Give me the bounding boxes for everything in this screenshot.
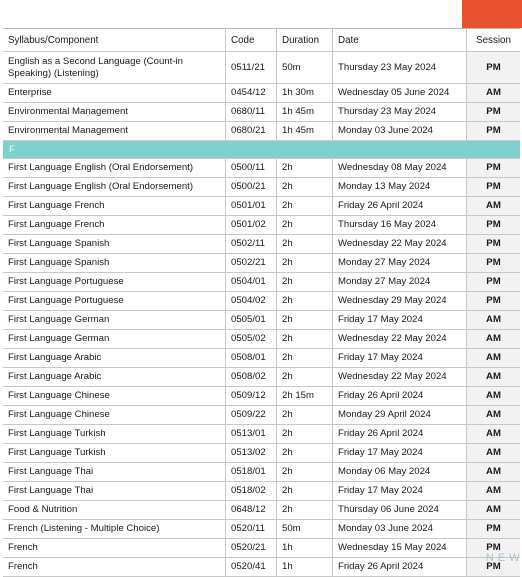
- cell-duration: 2h: [277, 159, 333, 177]
- table-row: [3, 463, 520, 482]
- cell-date: Friday 26 April 2024: [333, 387, 467, 405]
- cell-session: AM: [467, 330, 520, 348]
- cell-date: Wednesday 08 May 2024: [333, 159, 467, 177]
- cell-syllabus: First Language English (Oral Endorsement): [3, 178, 226, 196]
- cell-code: 0509/22: [226, 406, 277, 424]
- brand-accent-bar: [462, 0, 522, 28]
- cell-date: Thursday 16 May 2024: [333, 216, 467, 234]
- cell-session: AM: [467, 349, 520, 367]
- cell-duration: 2h: [277, 178, 333, 196]
- rows-after-section: [3, 159, 520, 577]
- cell-code: 0504/01: [226, 273, 277, 291]
- cell-code: 0513/02: [226, 444, 277, 462]
- cell-code: 0500/11: [226, 159, 277, 177]
- cell-session: PM: [467, 292, 520, 310]
- cell-code: 0518/01: [226, 463, 277, 481]
- cell-syllabus: First Language Spanish: [3, 235, 226, 253]
- table-row: [3, 216, 520, 235]
- cell-syllabus: First Language Portuguese: [3, 273, 226, 291]
- cell-code: 0680/11: [226, 103, 277, 121]
- header-session: Session: [467, 29, 520, 51]
- cell-date: Friday 26 April 2024: [333, 558, 467, 576]
- watermark-logo: N E W: [485, 552, 520, 564]
- cell-session: AM: [467, 84, 520, 102]
- cell-syllabus: English as a Second Language (Count-in Speaking) (Listening): [3, 52, 226, 83]
- cell-duration: 2h: [277, 254, 333, 272]
- cell-syllabus: First Language English (Oral Endorsement): [3, 159, 226, 177]
- section-divider-f: F: [3, 141, 520, 159]
- cell-code: 0680/21: [226, 122, 277, 140]
- table-row: [3, 159, 520, 178]
- cell-duration: 2h: [277, 368, 333, 386]
- cell-code: 0501/01: [226, 197, 277, 215]
- cell-syllabus: Food & Nutrition: [3, 501, 226, 519]
- cell-duration: 2h: [277, 463, 333, 481]
- table-row: [3, 558, 520, 577]
- cell-date: Thursday 23 May 2024: [333, 103, 467, 121]
- cell-session: AM: [467, 311, 520, 329]
- cell-code: 0508/02: [226, 368, 277, 386]
- cell-code: 0518/02: [226, 482, 277, 500]
- cell-date: Wednesday 22 May 2024: [333, 368, 467, 386]
- table-row: [3, 273, 520, 292]
- cell-code: 0520/41: [226, 558, 277, 576]
- header-duration: Duration: [277, 29, 333, 51]
- cell-code: 0454/12: [226, 84, 277, 102]
- cell-date: Thursday 06 June 2024: [333, 501, 467, 519]
- cell-duration: 2h: [277, 273, 333, 291]
- cell-syllabus: First Language Chinese: [3, 387, 226, 405]
- exam-timetable: [3, 28, 520, 577]
- cell-code: 0508/01: [226, 349, 277, 367]
- table-row: [3, 122, 520, 141]
- cell-session: AM: [467, 501, 520, 519]
- cell-duration: 2h: [277, 482, 333, 500]
- cell-date: Wednesday 15 May 2024: [333, 539, 467, 557]
- cell-session: AM: [467, 425, 520, 443]
- cell-duration: 1h 30m: [277, 84, 333, 102]
- cell-date: Monday 06 May 2024: [333, 463, 467, 481]
- table-row: [3, 178, 520, 197]
- cell-duration: 2h: [277, 444, 333, 462]
- cell-date: Friday 17 May 2024: [333, 444, 467, 462]
- cell-session: AM: [467, 463, 520, 481]
- cell-duration: 50m: [277, 520, 333, 538]
- cell-duration: 2h: [277, 216, 333, 234]
- cell-session: PM: [467, 273, 520, 291]
- header-syllabus: Syllabus/Component: [3, 29, 226, 51]
- cell-syllabus: First Language Thai: [3, 463, 226, 481]
- table-header-row: [3, 29, 520, 52]
- cell-date: Monday 27 May 2024: [333, 254, 467, 272]
- cell-date: Wednesday 22 May 2024: [333, 235, 467, 253]
- cell-date: Wednesday 22 May 2024: [333, 330, 467, 348]
- cell-duration: 2h: [277, 311, 333, 329]
- cell-code: 0505/02: [226, 330, 277, 348]
- cell-duration: 1h 45m: [277, 122, 333, 140]
- cell-date: Friday 17 May 2024: [333, 349, 467, 367]
- cell-date: Friday 17 May 2024: [333, 482, 467, 500]
- cell-duration: 1h 45m: [277, 103, 333, 121]
- cell-code: 0520/21: [226, 539, 277, 557]
- rows-before-section: [3, 52, 520, 141]
- cell-session: PM: [467, 178, 520, 196]
- cell-date: Friday 26 April 2024: [333, 425, 467, 443]
- cell-code: 0501/02: [226, 216, 277, 234]
- cell-syllabus: First Language French: [3, 197, 226, 215]
- cell-syllabus: First Language Arabic: [3, 368, 226, 386]
- table-row: [3, 103, 520, 122]
- cell-duration: 1h: [277, 558, 333, 576]
- cell-syllabus: Environmental Management: [3, 103, 226, 121]
- cell-code: 0505/01: [226, 311, 277, 329]
- table-row: [3, 520, 520, 539]
- cell-syllabus: Environmental Management: [3, 122, 226, 140]
- table-row: [3, 444, 520, 463]
- cell-code: 0504/02: [226, 292, 277, 310]
- cell-syllabus: French: [3, 558, 226, 576]
- table-row: [3, 501, 520, 520]
- table-row: [3, 330, 520, 349]
- cell-session: PM: [467, 520, 520, 538]
- cell-syllabus: First Language Thai: [3, 482, 226, 500]
- cell-session: PM: [467, 103, 520, 121]
- cell-syllabus: First Language Spanish: [3, 254, 226, 272]
- cell-duration: 50m: [277, 52, 333, 83]
- table-row: [3, 349, 520, 368]
- cell-session: AM: [467, 387, 520, 405]
- cell-session: PM: [467, 216, 520, 234]
- cell-duration: 2h: [277, 425, 333, 443]
- cell-syllabus: First Language French: [3, 216, 226, 234]
- cell-session: AM: [467, 368, 520, 386]
- cell-code: 0502/21: [226, 254, 277, 272]
- cell-syllabus: First Language Turkish: [3, 425, 226, 443]
- cell-duration: 2h: [277, 235, 333, 253]
- cell-session: PM: [467, 52, 520, 83]
- cell-duration: 2h: [277, 406, 333, 424]
- cell-date: Friday 17 May 2024: [333, 311, 467, 329]
- cell-code: 0509/12: [226, 387, 277, 405]
- header-code: Code: [226, 29, 277, 51]
- cell-duration: 2h: [277, 330, 333, 348]
- table-row: [3, 311, 520, 330]
- cell-duration: 2h 15m: [277, 387, 333, 405]
- table-row: [3, 254, 520, 273]
- cell-code: 0648/12: [226, 501, 277, 519]
- table-row: [3, 235, 520, 254]
- table-row: [3, 425, 520, 444]
- table-row: [3, 387, 520, 406]
- table-row: [3, 292, 520, 311]
- cell-duration: 2h: [277, 501, 333, 519]
- cell-date: Friday 26 April 2024: [333, 197, 467, 215]
- table-row: [3, 368, 520, 387]
- cell-syllabus: First Language Chinese: [3, 406, 226, 424]
- cell-session: PM: [467, 539, 520, 557]
- cell-date: Monday 27 May 2024: [333, 273, 467, 291]
- cell-date: Wednesday 05 June 2024: [333, 84, 467, 102]
- cell-syllabus: French: [3, 539, 226, 557]
- cell-session: AM: [467, 406, 520, 424]
- cell-code: 0500/21: [226, 178, 277, 196]
- cell-date: Monday 29 April 2024: [333, 406, 467, 424]
- cell-session: PM: [467, 159, 520, 177]
- cell-date: Monday 03 June 2024: [333, 520, 467, 538]
- cell-syllabus: First Language Portuguese: [3, 292, 226, 310]
- cell-syllabus: First Language German: [3, 330, 226, 348]
- cell-duration: 2h: [277, 292, 333, 310]
- cell-syllabus: French (Listening - Multiple Choice): [3, 520, 226, 538]
- cell-syllabus: Enterprise: [3, 84, 226, 102]
- cell-date: Wednesday 29 May 2024: [333, 292, 467, 310]
- cell-date: Monday 13 May 2024: [333, 178, 467, 196]
- cell-code: 0520/11: [226, 520, 277, 538]
- cell-session: PM: [467, 235, 520, 253]
- header-date: Date: [333, 29, 467, 51]
- cell-session: PM: [467, 254, 520, 272]
- table-row: [3, 52, 520, 84]
- cell-syllabus: First Language Turkish: [3, 444, 226, 462]
- cell-session: AM: [467, 444, 520, 462]
- cell-duration: 2h: [277, 349, 333, 367]
- cell-duration: 2h: [277, 197, 333, 215]
- cell-session: PM: [467, 558, 520, 576]
- cell-date: Monday 03 June 2024: [333, 122, 467, 140]
- table-row: [3, 197, 520, 216]
- cell-duration: 1h: [277, 539, 333, 557]
- cell-session: PM: [467, 122, 520, 140]
- cell-code: 0513/01: [226, 425, 277, 443]
- cell-code: 0502/11: [226, 235, 277, 253]
- cell-code: 0511/21: [226, 52, 277, 83]
- table-row: [3, 84, 520, 103]
- page-top-bar: [0, 0, 522, 28]
- cell-date: Thursday 23 May 2024: [333, 52, 467, 83]
- cell-syllabus: First Language Arabic: [3, 349, 226, 367]
- cell-session: AM: [467, 482, 520, 500]
- table-row: [3, 406, 520, 425]
- cell-syllabus: First Language German: [3, 311, 226, 329]
- table-row: [3, 482, 520, 501]
- table-row: [3, 539, 520, 558]
- cell-session: AM: [467, 197, 520, 215]
